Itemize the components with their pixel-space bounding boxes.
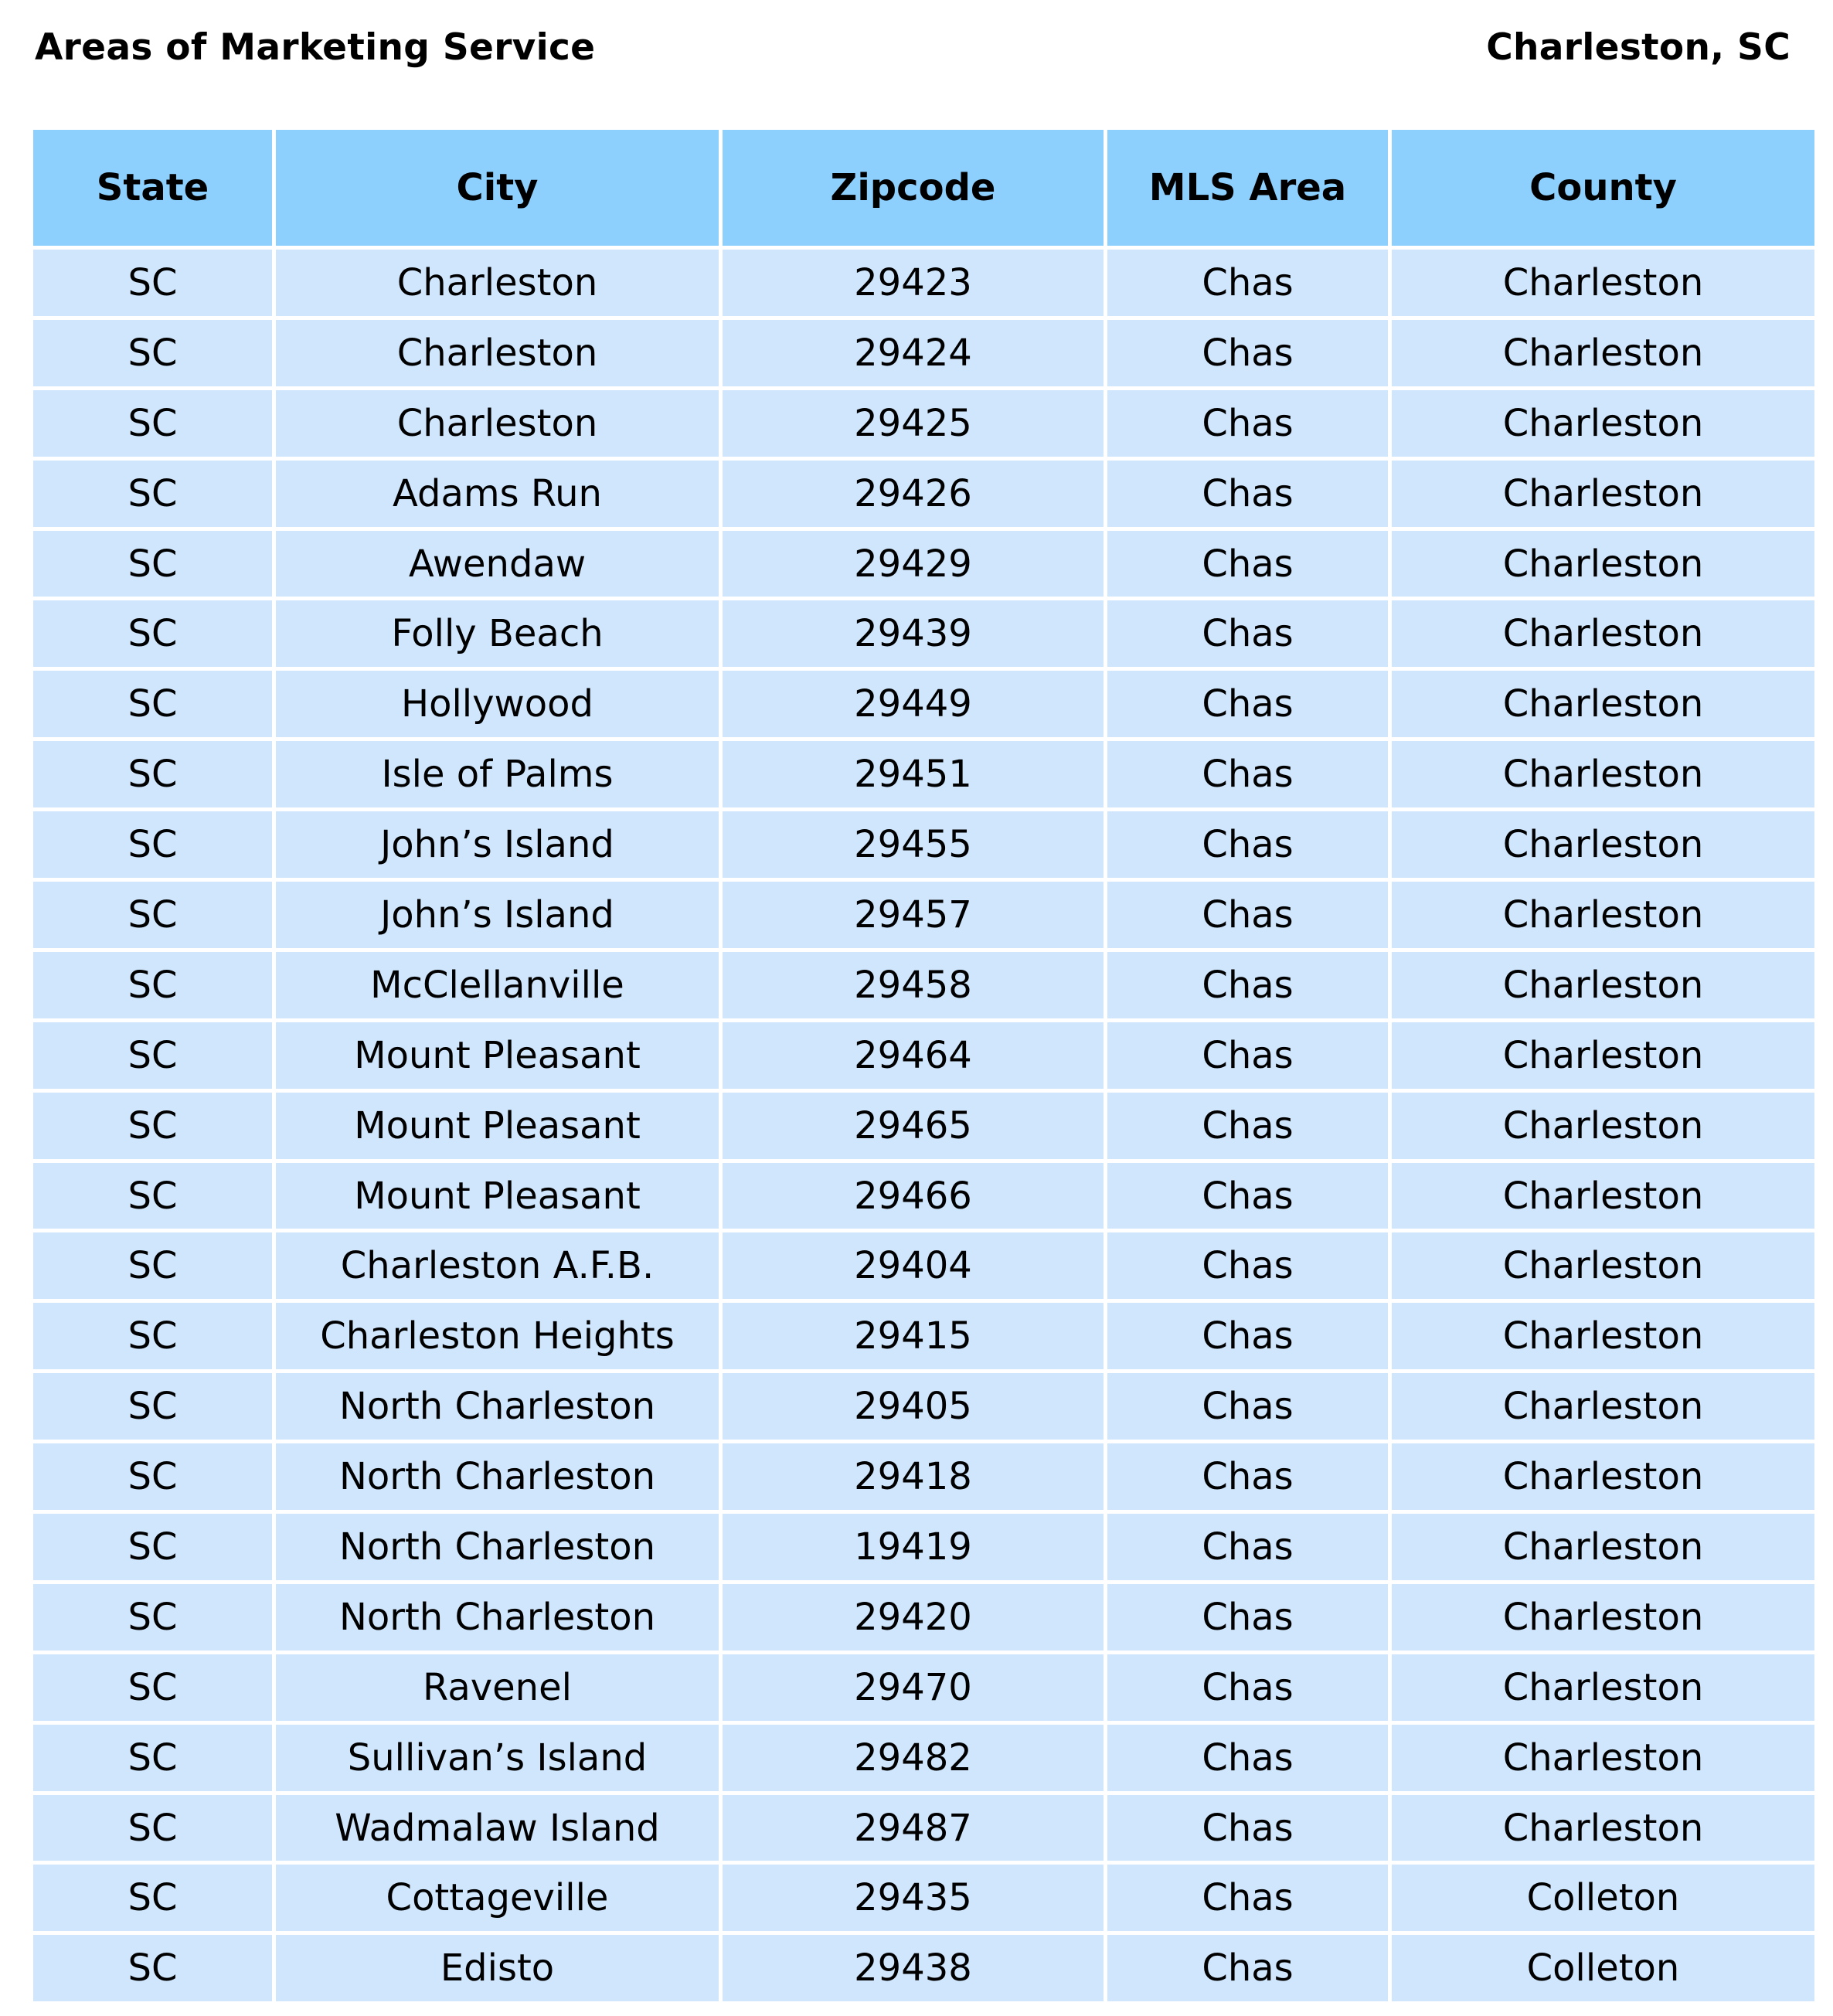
cell-county: Charleston <box>1392 390 1814 457</box>
table-row <box>33 1232 1814 1299</box>
cell-city: North Charleston <box>276 1514 719 1580</box>
page-header <box>35 20 1790 74</box>
cell-county: Charleston <box>1392 320 1814 386</box>
cell-zipcode: 29424 <box>723 320 1104 386</box>
cell-zipcode: 29438 <box>723 1935 1104 2001</box>
cell-city: Charleston A.F.B. <box>276 1232 719 1299</box>
cell-mls-area: Chas <box>1107 600 1388 667</box>
cell-mls-area: Chas <box>1107 1584 1388 1651</box>
table-row <box>33 250 1814 316</box>
cell-state: SC <box>33 1163 272 1229</box>
cell-city: McClellanville <box>276 952 719 1018</box>
cell-state: SC <box>33 1795 272 1861</box>
cell-mls-area: Chas <box>1107 250 1388 316</box>
cell-state: SC <box>33 671 272 737</box>
table-row <box>33 1654 1814 1721</box>
cell-city: North Charleston <box>276 1373 719 1440</box>
cell-mls-area: Chas <box>1107 1725 1388 1791</box>
table-row <box>33 1584 1814 1651</box>
cell-mls-area: Chas <box>1107 1795 1388 1861</box>
cell-zipcode: 29429 <box>723 531 1104 597</box>
cell-city: Charleston <box>276 320 719 386</box>
cell-county: Charleston <box>1392 1232 1814 1299</box>
table-row <box>33 1163 1814 1229</box>
cell-zipcode: 29404 <box>723 1232 1104 1299</box>
cell-zipcode: 29415 <box>723 1303 1104 1369</box>
cell-county: Charleston <box>1392 1795 1814 1861</box>
cell-mls-area: Chas <box>1107 390 1388 457</box>
cell-city: Folly Beach <box>276 600 719 667</box>
cell-county: Colleton <box>1392 1935 1814 2001</box>
cell-zipcode: 29466 <box>723 1163 1104 1229</box>
table-row <box>33 1514 1814 1580</box>
cell-zipcode: 29487 <box>723 1795 1104 1861</box>
cell-state: SC <box>33 811 272 878</box>
cell-zipcode: 29439 <box>723 600 1104 667</box>
cell-state: SC <box>33 1584 272 1651</box>
cell-zipcode: 29425 <box>723 390 1104 457</box>
cell-zipcode: 29426 <box>723 461 1104 527</box>
cell-county: Charleston <box>1392 531 1814 597</box>
cell-city: Mount Pleasant <box>276 1093 719 1159</box>
cell-state: SC <box>33 1654 272 1721</box>
table-row <box>33 1443 1814 1510</box>
cell-county: Charleston <box>1392 1163 1814 1229</box>
table-row <box>33 1022 1814 1089</box>
cell-zipcode: 29464 <box>723 1022 1104 1089</box>
cell-zipcode: 29482 <box>723 1725 1104 1791</box>
page-title: Areas of Marketing Service <box>35 25 596 69</box>
cell-city: Edisto <box>276 1935 719 2001</box>
column-header-zipcode: Zipcode <box>723 130 1104 246</box>
cell-mls-area: Chas <box>1107 1163 1388 1229</box>
cell-state: SC <box>33 1514 272 1580</box>
cell-state: SC <box>33 1373 272 1440</box>
cell-mls-area: Chas <box>1107 1935 1388 2001</box>
table-row <box>33 741 1814 807</box>
cell-state: SC <box>33 882 272 948</box>
table-row <box>33 390 1814 457</box>
cell-city: Charleston Heights <box>276 1303 719 1369</box>
cell-city: Adams Run <box>276 461 719 527</box>
cell-mls-area: Chas <box>1107 1303 1388 1369</box>
cell-mls-area: Chas <box>1107 320 1388 386</box>
cell-city: Sullivan’s Island <box>276 1725 719 1791</box>
cell-zipcode: 29458 <box>723 952 1104 1018</box>
cell-mls-area: Chas <box>1107 461 1388 527</box>
cell-city: Cottageville <box>276 1865 719 1931</box>
column-header-state: State <box>33 130 272 246</box>
cell-city: Ravenel <box>276 1654 719 1721</box>
cell-city: John’s Island <box>276 811 719 878</box>
cell-zipcode: 29418 <box>723 1443 1104 1510</box>
column-header-city: City <box>276 130 719 246</box>
table-row <box>33 1795 1814 1861</box>
cell-zipcode: 29470 <box>723 1654 1104 1721</box>
cell-county: Charleston <box>1392 1373 1814 1440</box>
column-header-county: County <box>1392 130 1814 246</box>
cell-mls-area: Chas <box>1107 1654 1388 1721</box>
cell-city: North Charleston <box>276 1443 719 1510</box>
cell-state: SC <box>33 1022 272 1089</box>
cell-mls-area: Chas <box>1107 531 1388 597</box>
cell-mls-area: Chas <box>1107 1443 1388 1510</box>
cell-zipcode: 29449 <box>723 671 1104 737</box>
cell-county: Charleston <box>1392 1584 1814 1651</box>
table-row <box>33 461 1814 527</box>
cell-zipcode: 29457 <box>723 882 1104 948</box>
cell-mls-area: Chas <box>1107 1865 1388 1931</box>
cell-zipcode: 29435 <box>723 1865 1104 1931</box>
cell-county: Charleston <box>1392 1443 1814 1510</box>
cell-state: SC <box>33 952 272 1018</box>
cell-county: Charleston <box>1392 1303 1814 1369</box>
location-label: Charleston, SC <box>1486 25 1790 69</box>
cell-county: Charleston <box>1392 811 1814 878</box>
table-header-row <box>33 130 1814 246</box>
cell-county: Charleston <box>1392 671 1814 737</box>
cell-zipcode: 29423 <box>723 250 1104 316</box>
table-row <box>33 1725 1814 1791</box>
table-row <box>33 320 1814 386</box>
cell-mls-area: Chas <box>1107 671 1388 737</box>
cell-zipcode: 19419 <box>723 1514 1104 1580</box>
cell-city: John’s Island <box>276 882 719 948</box>
cell-mls-area: Chas <box>1107 952 1388 1018</box>
table-row <box>33 1935 1814 2001</box>
table-body <box>33 250 1814 2001</box>
cell-state: SC <box>33 1303 272 1369</box>
cell-county: Charleston <box>1392 882 1814 948</box>
service-areas-table <box>29 126 1818 2005</box>
cell-mls-area: Chas <box>1107 1232 1388 1299</box>
cell-city: Wadmalaw Island <box>276 1795 719 1861</box>
cell-state: SC <box>33 1725 272 1791</box>
cell-mls-area: Chas <box>1107 1022 1388 1089</box>
table-row <box>33 882 1814 948</box>
cell-city: Mount Pleasant <box>276 1163 719 1229</box>
cell-zipcode: 29405 <box>723 1373 1104 1440</box>
cell-state: SC <box>33 1935 272 2001</box>
cell-state: SC <box>33 250 272 316</box>
cell-county: Charleston <box>1392 600 1814 667</box>
cell-county: Charleston <box>1392 1654 1814 1721</box>
cell-city: Charleston <box>276 250 719 316</box>
cell-city: Mount Pleasant <box>276 1022 719 1089</box>
cell-county: Charleston <box>1392 250 1814 316</box>
table-row <box>33 600 1814 667</box>
table-row <box>33 1373 1814 1440</box>
table-row <box>33 1093 1814 1159</box>
cell-mls-area: Chas <box>1107 882 1388 948</box>
service-areas-table-container <box>33 130 1791 2001</box>
cell-city: Isle of Palms <box>276 741 719 807</box>
cell-county: Charleston <box>1392 741 1814 807</box>
cell-state: SC <box>33 600 272 667</box>
cell-mls-area: Chas <box>1107 741 1388 807</box>
cell-city: Awendaw <box>276 531 719 597</box>
cell-city: Charleston <box>276 390 719 457</box>
cell-state: SC <box>33 1443 272 1510</box>
cell-county: Charleston <box>1392 952 1814 1018</box>
cell-county: Charleston <box>1392 461 1814 527</box>
table-row <box>33 811 1814 878</box>
cell-mls-area: Chas <box>1107 1373 1388 1440</box>
cell-city: Hollywood <box>276 671 719 737</box>
table-row <box>33 1865 1814 1931</box>
cell-state: SC <box>33 531 272 597</box>
cell-zipcode: 29451 <box>723 741 1104 807</box>
cell-state: SC <box>33 320 272 386</box>
table-row <box>33 952 1814 1018</box>
cell-zipcode: 29420 <box>723 1584 1104 1651</box>
column-header-mls-area: MLS Area <box>1107 130 1388 246</box>
cell-zipcode: 29465 <box>723 1093 1104 1159</box>
cell-zipcode: 29455 <box>723 811 1104 878</box>
cell-county: Charleston <box>1392 1725 1814 1791</box>
table-row <box>33 531 1814 597</box>
table-row <box>33 1303 1814 1369</box>
cell-county: Charleston <box>1392 1093 1814 1159</box>
table-row <box>33 671 1814 737</box>
cell-mls-area: Chas <box>1107 1093 1388 1159</box>
cell-mls-area: Chas <box>1107 1514 1388 1580</box>
cell-state: SC <box>33 1865 272 1931</box>
cell-county: Charleston <box>1392 1514 1814 1580</box>
cell-county: Colleton <box>1392 1865 1814 1931</box>
cell-county: Charleston <box>1392 1022 1814 1089</box>
cell-city: North Charleston <box>276 1584 719 1651</box>
cell-state: SC <box>33 1232 272 1299</box>
cell-state: SC <box>33 461 272 527</box>
cell-state: SC <box>33 1093 272 1159</box>
cell-state: SC <box>33 741 272 807</box>
cell-state: SC <box>33 390 272 457</box>
cell-mls-area: Chas <box>1107 811 1388 878</box>
